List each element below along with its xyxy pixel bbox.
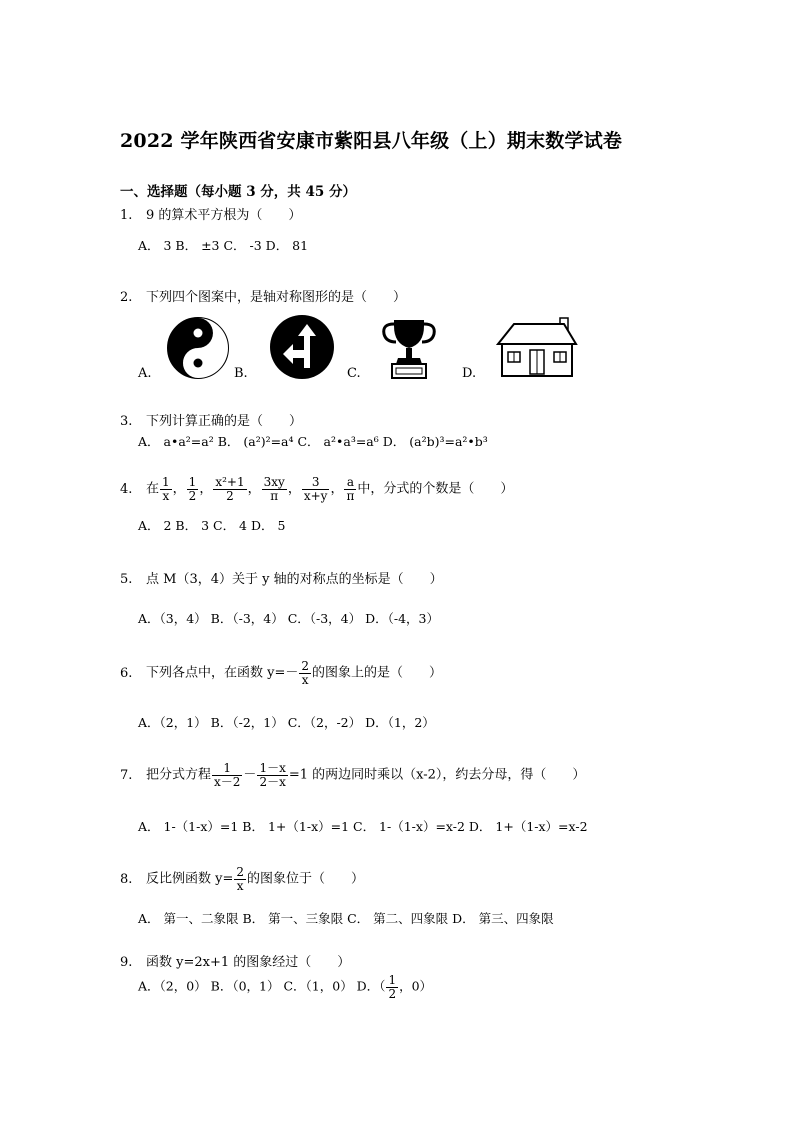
question-number: 2. xyxy=(120,290,133,305)
fraction: $\frac{1}{x}$ xyxy=(162,475,170,503)
question-stem: 下列计算正确的是（ ） xyxy=(146,414,303,429)
section-heading: 一、选择题（每小题 3 分，共 45 分） xyxy=(120,184,356,200)
question-6: 6. 下列各点中，在函数 y=－ $\frac{2}{x}$ 的图象上的是（ ） xyxy=(120,659,443,687)
question-stem: 下列四个图案中，是轴对称图形的是（ ） xyxy=(146,290,407,305)
question-number: 5. xyxy=(120,572,133,587)
question-number: 9. xyxy=(120,955,133,970)
house-icon xyxy=(496,316,578,378)
question-suffix: 中，分式的个数是（ ） xyxy=(357,481,514,497)
question-stem: 点 M（3，4）关于 y 轴的对称点的坐标是（ ） xyxy=(146,572,443,587)
question-5 xyxy=(120,568,443,587)
question-stem: 函数 y=2x+1 的图象经过（ ） xyxy=(146,955,351,970)
question-stem: 9 的算术平方根为（ ） xyxy=(146,208,302,223)
question-number: 7. xyxy=(120,767,133,783)
fraction: $\frac{3xy}{\pi}$ xyxy=(263,475,285,503)
fraction: $\frac{1}{2}$ xyxy=(388,973,397,1001)
question-prefix: 在 xyxy=(146,481,160,497)
fraction: $\frac{1}{2}$ xyxy=(188,475,197,503)
yin-yang-icon xyxy=(166,316,230,380)
fraction: $\frac{\text{x²+1}}{2}$ xyxy=(215,475,245,503)
question-5-options: A．（3，4） B．（-3，4） C．（-3，4） D．（-4，3） xyxy=(138,611,440,626)
question-4-options: A． 2 B． 3 C． 4 D． 5 xyxy=(138,518,286,533)
fraction: $\frac{1}{x-2}$ xyxy=(214,761,241,789)
question-8-options: A． 第一、二象限 B． 第一、三象限 C． 第二、四象限 D． 第三、四象限 xyxy=(138,911,554,926)
question-number: 3. xyxy=(120,414,133,429)
option-b-label: B. xyxy=(234,366,248,381)
question-3 xyxy=(120,410,302,429)
question-7: 7. 把分式方程 $\frac{1}{x-2}$ － $\frac{1-x}{2-x}$ =1 的两边同时乘以（x-2），约去分母，得（ ） xyxy=(120,761,586,789)
question-7-options: A． 1-（1-x）=1 B． 1+（1-x）=1 C． 1-（1-x）=x-2 D． 1+（1-x）=x-2 xyxy=(138,819,588,834)
turn-arrow-sign-icon xyxy=(269,314,335,380)
option-d-label: D. xyxy=(462,366,477,381)
fraction: $\frac{3}{x+y}$ xyxy=(303,475,328,503)
page-title: 2022 学年陕西省安康市紫阳县八年级（上）期末数学试卷 xyxy=(120,130,623,152)
question-number: 6. xyxy=(120,665,133,681)
question-8: 8. 反比例函数 y= $\frac{2}{x}$ 的图象位于（ ） xyxy=(120,865,365,893)
fraction: $\frac{2}{x}$ xyxy=(236,865,245,893)
question-4: 4. 在 $\frac{1}{x}$ ， $\frac{1}{2}$ ， $\frac{\text{x²+1}}{2}$ ， $\frac{3xy}{\pi}$ ， $\frac{3}{x+y}$ ， $\frac{a}{\pi}$ 中，分式的个数是（ ） xyxy=(120,475,514,503)
option-a-label: A. xyxy=(138,366,152,381)
trophy-icon xyxy=(378,316,440,380)
question-9 xyxy=(120,951,350,970)
question-9-options: A．（2，0） B．（0，1） C．（1，0） D．（ $\frac{1}{2}$ ，0） xyxy=(138,973,433,1001)
question-1-options: A． 3 B． ±3 C． -3 D． 81 xyxy=(138,238,309,253)
question-6-options: A．（2，1） B．（-2，1） C．（2，-2） D．（1，2） xyxy=(138,715,435,730)
question-1 xyxy=(120,204,301,223)
question-number: 8. xyxy=(120,871,133,887)
question-2 xyxy=(120,286,406,305)
fraction: $\frac{a}{\pi}$ xyxy=(346,475,355,503)
fraction: $\frac{1-x}{2-x}$ xyxy=(259,761,286,789)
fraction: $\frac{2}{x}$ xyxy=(301,659,310,687)
option-c-label: C. xyxy=(347,366,361,381)
question-3-options: A． a•a²=a² B． (a²)²=a⁴ C． a²•a³=a⁶ D． (a²b)³=a²•b³ xyxy=(138,434,488,449)
question-number: 1. xyxy=(120,208,133,223)
question-number: 4. xyxy=(120,481,133,497)
